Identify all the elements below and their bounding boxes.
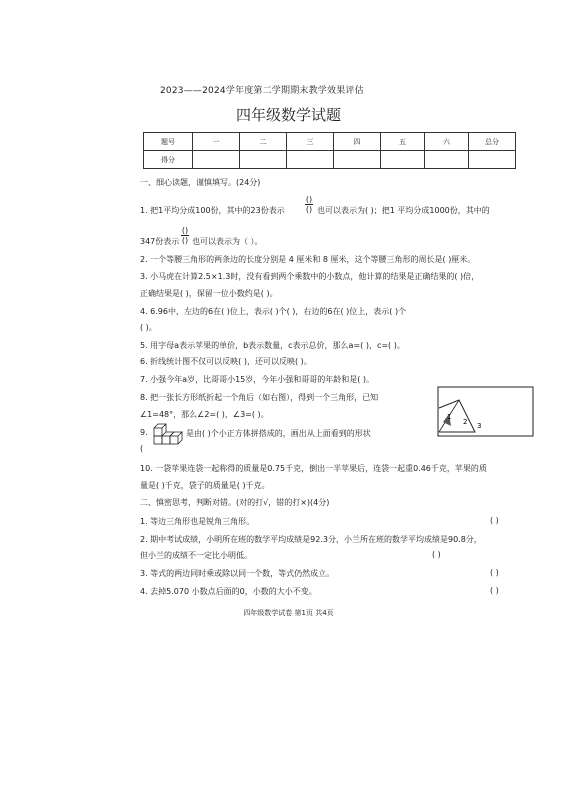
table-cell: 总分 [469, 133, 516, 151]
table-cell: 五 [381, 133, 425, 151]
table-cell: 三 [287, 133, 334, 151]
question-3-line-1: 3. 小马虎在计算2.5×1.3时，没有看到两个乘数中的小数点，他计算的结果是正确结果的( )倍， [140, 272, 480, 281]
judgement-4-answer[interactable]: ( ) [490, 586, 499, 595]
page-title: 四年级数学试题 [235, 106, 341, 124]
judgement-1: 1. 等边三角形也是锐角三角形。 [140, 517, 255, 526]
score-input-cell[interactable] [240, 151, 287, 169]
question-10-line-1: 10. 一袋苹果连袋一起称得的质量是0.75千克，倒出一半苹果后，连袋一起重0.46千克，苹果的质 [140, 464, 487, 473]
score-input-cell[interactable] [193, 151, 240, 169]
cube-stack-icon [152, 422, 184, 448]
fraction-denominator: () [305, 205, 313, 214]
score-input-cell[interactable] [381, 151, 425, 169]
table-cell: 二 [240, 133, 287, 151]
table-cell: 一 [193, 133, 240, 151]
question-8-line-1: 8. 把一张长方形纸折起一个角后（如右图），得到一个三角形，已知 [140, 393, 379, 402]
exam-header: 2023——2024学年度第二学期期末教学效果评估 [160, 86, 364, 96]
table-cell: 六 [425, 133, 469, 151]
question-4-line-1: 4. 6.96中，左边的6在( )位上，表示( )个( )，右边的6在( )位上，表示( )个 [140, 307, 407, 316]
question-10-line-2: 量是( )千克，袋子的质量是( )千克。 [140, 481, 270, 490]
angle-label-3: 3 [477, 422, 482, 430]
fraction-blank[interactable] [305, 195, 313, 214]
question-1-part-c-pre: 347份表示 [140, 237, 180, 246]
angle-label-1: 1 [447, 413, 452, 421]
judgement-1-answer[interactable]: ( ) [490, 516, 499, 525]
page-footer: 四年级数学试卷 第1页 共4页 [243, 609, 334, 617]
fraction-numerator: () [305, 195, 313, 204]
question-4-line-2: ( )。 [140, 323, 157, 332]
question-1-part-b: 也可以表示为( )；把1 平均分成1000份，其中的 [317, 206, 490, 215]
score-table-row-score [144, 151, 516, 169]
question-6: 6. 折线统计图不仅可以反映( )，还可以反映( )。 [140, 357, 312, 366]
folded-paper-figure [437, 386, 535, 438]
section-2-heading: 二、慎密思考，判断对错。(对的打√，错的打×)(4分) [140, 498, 330, 507]
question-1-part-a: 1. 把1平均分成100份，其中的23份表示 [140, 206, 285, 215]
table-cell: 四 [334, 133, 381, 151]
fraction-numerator: () [181, 226, 189, 235]
judgement-2-line-2: 但小兰的成绩不一定比小明低。 [140, 551, 252, 560]
table-cell: 题号 [144, 133, 193, 151]
section-1-heading: 一、细心读题，谨慎填写。(24分) [140, 178, 261, 187]
judgement-3-answer[interactable]: ( ) [490, 568, 499, 577]
fraction-blank[interactable] [181, 226, 189, 245]
question-2: 2. 一个等腰三角形的两条边的长度分别是 4 厘米和 8 厘米，这个等腰三角形的周长是( )厘米。 [140, 255, 476, 264]
score-input-cell[interactable] [287, 151, 334, 169]
angle-label-2: 2 [463, 418, 468, 426]
question-9-number: 9. [140, 428, 148, 437]
table-cell: 得分 [144, 151, 193, 169]
question-9-answer-paren: ( [140, 444, 144, 453]
score-table [143, 132, 516, 169]
judgement-2-line-1: 2. 期中考试成绩，小明所在班的数学平均成绩是92.3分，小兰所在班的数学平均成绩是90.8分， [140, 535, 482, 544]
score-table-row-header [144, 133, 516, 151]
question-1-part-c-post: 也可以表示为（ ）。 [192, 237, 263, 246]
question-3-line-2: 正确结果是( )，保留一位小数约是( )。 [140, 289, 278, 298]
question-7: 7. 小强今年a岁，比哥哥小15岁，今年小强和哥哥的年龄和是( )。 [140, 375, 375, 384]
question-8-line-2: ∠1=48°，那么∠2=( )，∠3=( )。 [140, 410, 269, 419]
question-9-text: 是由( )个小正方体拼搭成的，画出从上面看到的形状 [186, 429, 371, 438]
score-input-cell[interactable] [425, 151, 469, 169]
fraction-denominator: () [181, 236, 189, 245]
question-5: 5. 用字母a表示苹果的单价，b表示数量，c表示总价，那么a=( )，c=( )。 [140, 341, 405, 350]
score-input-cell[interactable] [334, 151, 381, 169]
judgement-4: 4. 去掉5.070 小数点后面的0，小数的大小不变。 [140, 587, 317, 596]
judgement-2-answer[interactable]: ( ) [432, 550, 441, 559]
judgement-3: 3. 等式的两边同时乘或除以同一个数，等式仍然成立。 [140, 569, 335, 578]
score-input-cell[interactable] [469, 151, 516, 169]
